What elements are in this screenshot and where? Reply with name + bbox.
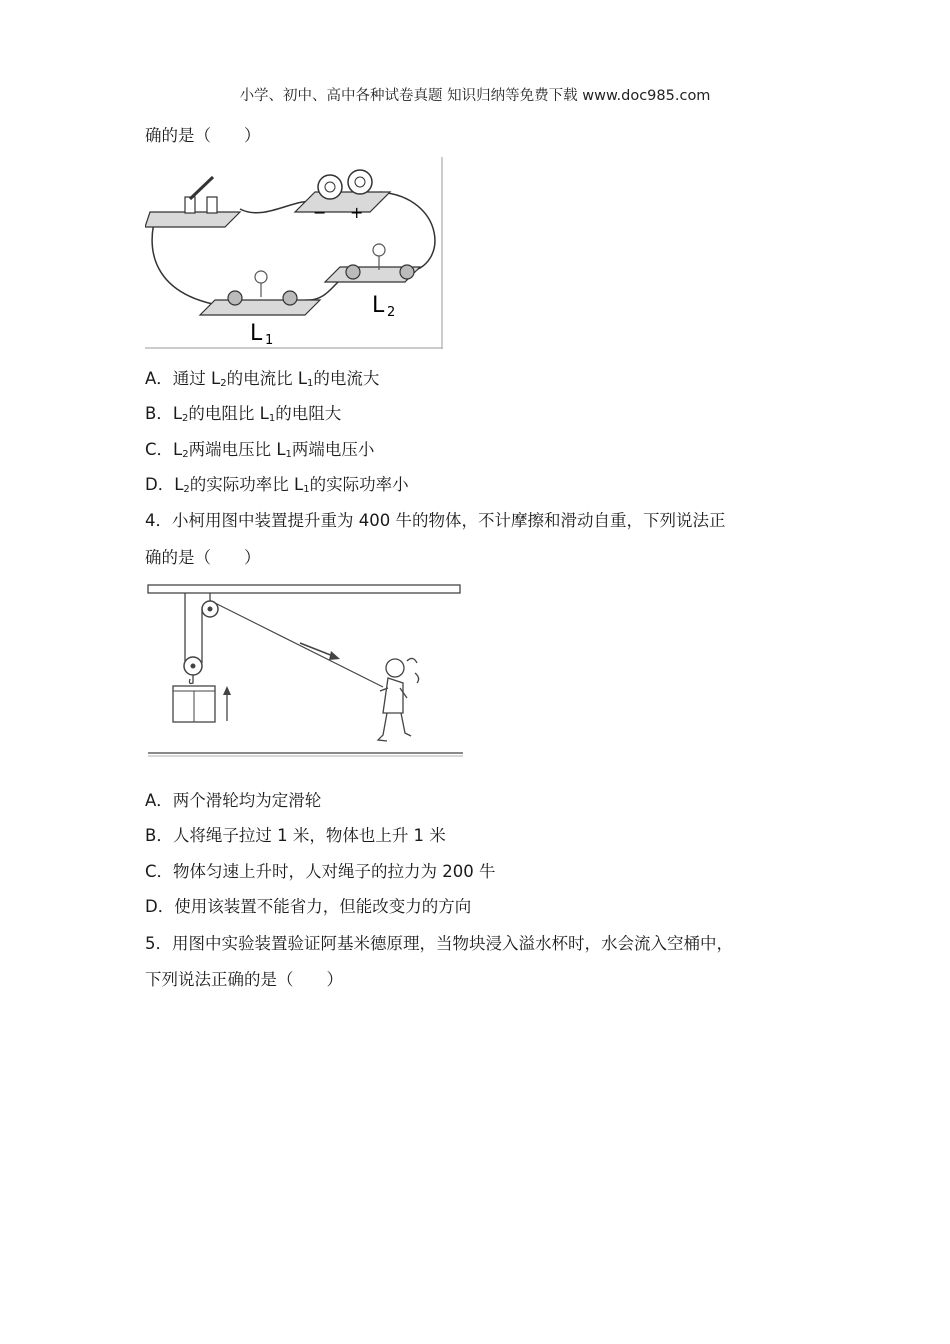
q4-stem-line2: 确的是（ ） bbox=[145, 548, 261, 567]
battery-cell bbox=[318, 175, 342, 199]
battery-holder bbox=[295, 192, 390, 212]
switch-base bbox=[145, 212, 240, 227]
q4-stem-line1: 4．小柯用图中装置提升重为 400 牛的物体，不计摩擦和滑动自重，下列说法正 bbox=[145, 511, 726, 530]
option-label: D． bbox=[145, 897, 175, 916]
battery-cell bbox=[348, 170, 372, 194]
battery-plus-sign: + bbox=[350, 203, 364, 222]
q5-stem-line2: 下列说法正确的是（ ） bbox=[145, 970, 343, 989]
pull-rope bbox=[215, 603, 383, 687]
question-number: 4． bbox=[145, 511, 172, 530]
lamp1-bulb bbox=[255, 271, 267, 283]
q3-stem-tail: 确的是（ ） bbox=[145, 126, 261, 145]
q4-option-b[interactable]: B．人将绳子拉过 1 米，物体也上升 1 米 bbox=[145, 826, 446, 845]
circuit-diagram bbox=[145, 157, 445, 349]
q5-stem-line1: 5．用图中实验装置验证阿基米德原理，当物块浸入溢水杯时，水会流入空桶中， bbox=[145, 934, 733, 953]
lamp2-bulb bbox=[373, 244, 385, 256]
option-label: A． bbox=[145, 791, 173, 810]
q3-option-d[interactable]: D．$L_2$的实际功率比 $L_1$的实际功率小 bbox=[145, 475, 409, 495]
lamp2-subscript: 2 bbox=[387, 305, 396, 320]
switch-lever bbox=[190, 177, 213, 199]
option-label: C． bbox=[145, 440, 174, 459]
option-label: B． bbox=[145, 826, 173, 845]
q3-option-c[interactable]: C．$L_2$两端电压比 $L_1$两端电压小 bbox=[145, 440, 375, 460]
option-label: D． bbox=[145, 475, 175, 494]
lamp1-label: L bbox=[250, 321, 263, 346]
ceiling-beam bbox=[148, 585, 460, 593]
q4-option-a[interactable]: A．两个滑轮均为定滑轮 bbox=[145, 791, 322, 810]
page-header: 小学、初中、高中各种试卷真题 知识归纳等免费下载 www.doc985.com bbox=[239, 88, 711, 104]
q4-pulley-figure bbox=[145, 583, 465, 765]
q4-option-c[interactable]: C．物体匀速上升时，人对绳子的拉力为 200 牛 bbox=[145, 862, 496, 881]
person-figure bbox=[378, 658, 419, 741]
pulley-diagram bbox=[145, 583, 465, 761]
q3-circuit-figure bbox=[145, 157, 445, 353]
lamp2-label: L bbox=[372, 293, 385, 318]
q3-option-b[interactable]: B．$L_2$的电阻比 $L_1$的电阻大 bbox=[145, 404, 342, 424]
question-number: 5． bbox=[145, 934, 172, 953]
lamp1-subscript: 1 bbox=[265, 333, 274, 348]
lamp1-base bbox=[200, 300, 320, 315]
q4-option-d[interactable]: D．使用该装置不能省力，但能改变力的方向 bbox=[145, 897, 472, 916]
option-label: A． bbox=[145, 369, 173, 388]
option-label: C． bbox=[145, 862, 174, 881]
battery-minus-sign: − bbox=[313, 203, 327, 222]
option-label: B． bbox=[145, 404, 173, 423]
q3-option-a[interactable]: A．通过 $L_2$的电流比 $L_1$的电流大 bbox=[145, 369, 380, 389]
